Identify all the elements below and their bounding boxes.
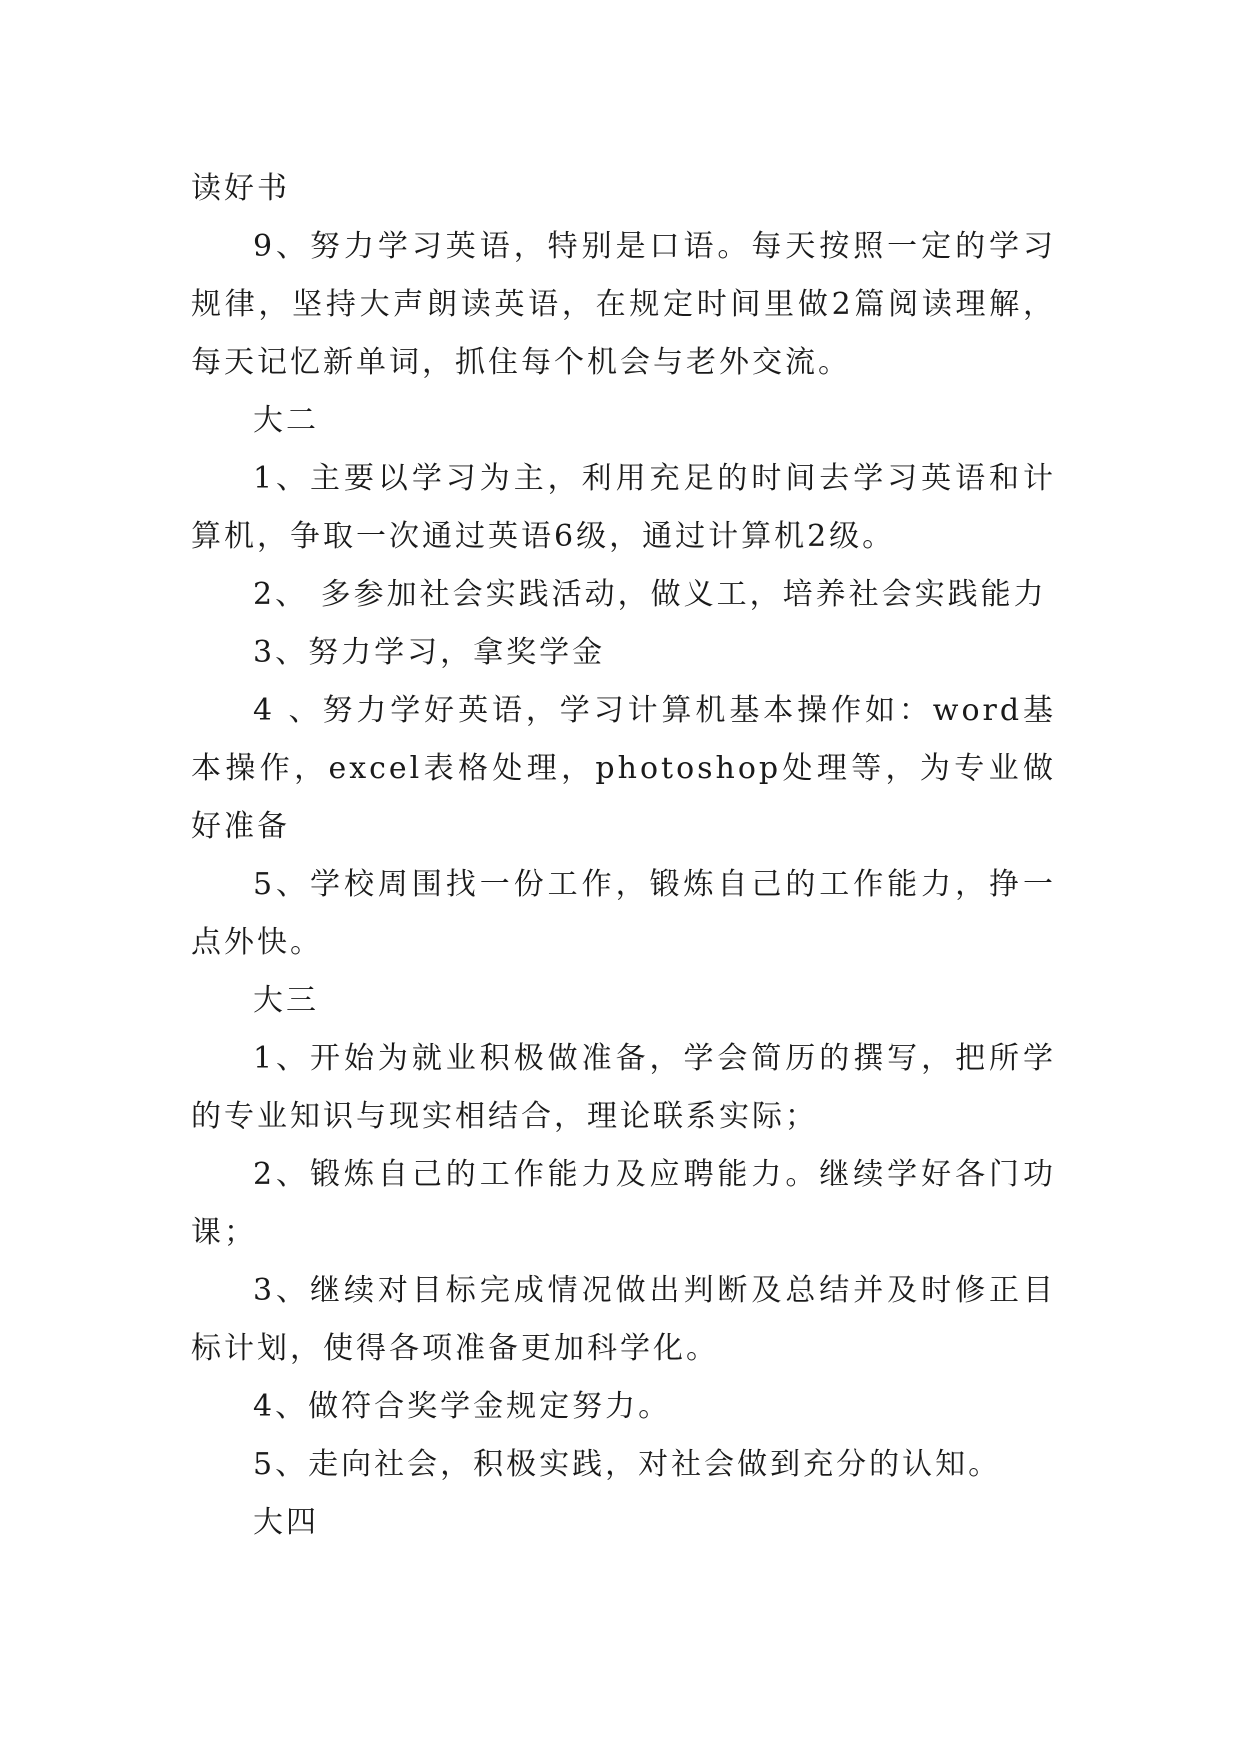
paragraph-11: 3、继续对目标完成情况做出判断及总结并及时修正目标计划，使得各项准备更加科学化。 bbox=[191, 1273, 1056, 1366]
document-body bbox=[191, 160, 1056, 1552]
paragraph-7: 5、学校周围找一份工作，锻炼自己的工作能力，挣一点外快。 bbox=[191, 867, 1056, 960]
section-heading-year-two: 大二 bbox=[253, 403, 319, 438]
paragraph-12: 4、做符合奖学金规定努力。 bbox=[253, 1389, 672, 1424]
section-heading-year-four: 大四 bbox=[253, 1505, 319, 1540]
paragraph-5: 3、努力学习，拿奖学金 bbox=[253, 635, 606, 670]
paragraph-10: 2、锻炼自己的工作能力及应聘能力。继续学好各门功课； bbox=[191, 1157, 1056, 1250]
paragraph-9: 1、开始为就业积极做准备，学会简历的撰写，把所学的专业知识与现实相结合，理论联系实际； bbox=[191, 1041, 1056, 1134]
paragraph-0: 读好书 bbox=[191, 171, 290, 206]
section-heading-year-three: 大三 bbox=[253, 983, 319, 1018]
paragraph-13: 5、走向社会，积极实践，对社会做到充分的认知。 bbox=[253, 1447, 1002, 1482]
paragraph-1: 9、努力学习英语，特别是口语。每天按照一定的学习规律，坚持大声朗读英语，在规定时间里做2篇阅读理解，每天记忆新单词，抓住每个机会与老外交流。 bbox=[191, 229, 1056, 380]
paragraph-3: 1、主要以学习为主，利用充足的时间去学习英语和计算机，争取一次通过英语6级，通过计算机2级。 bbox=[191, 461, 1056, 554]
paragraph-4: 2、 多参加社会实践活动，做义工，培养社会实践能力 bbox=[253, 577, 1047, 612]
paragraph-6: 4 、努力学好英语，学习计算机基本操作如：word基本操作，excel表格处理，photoshop处理等，为专业做好准备 bbox=[191, 693, 1056, 844]
